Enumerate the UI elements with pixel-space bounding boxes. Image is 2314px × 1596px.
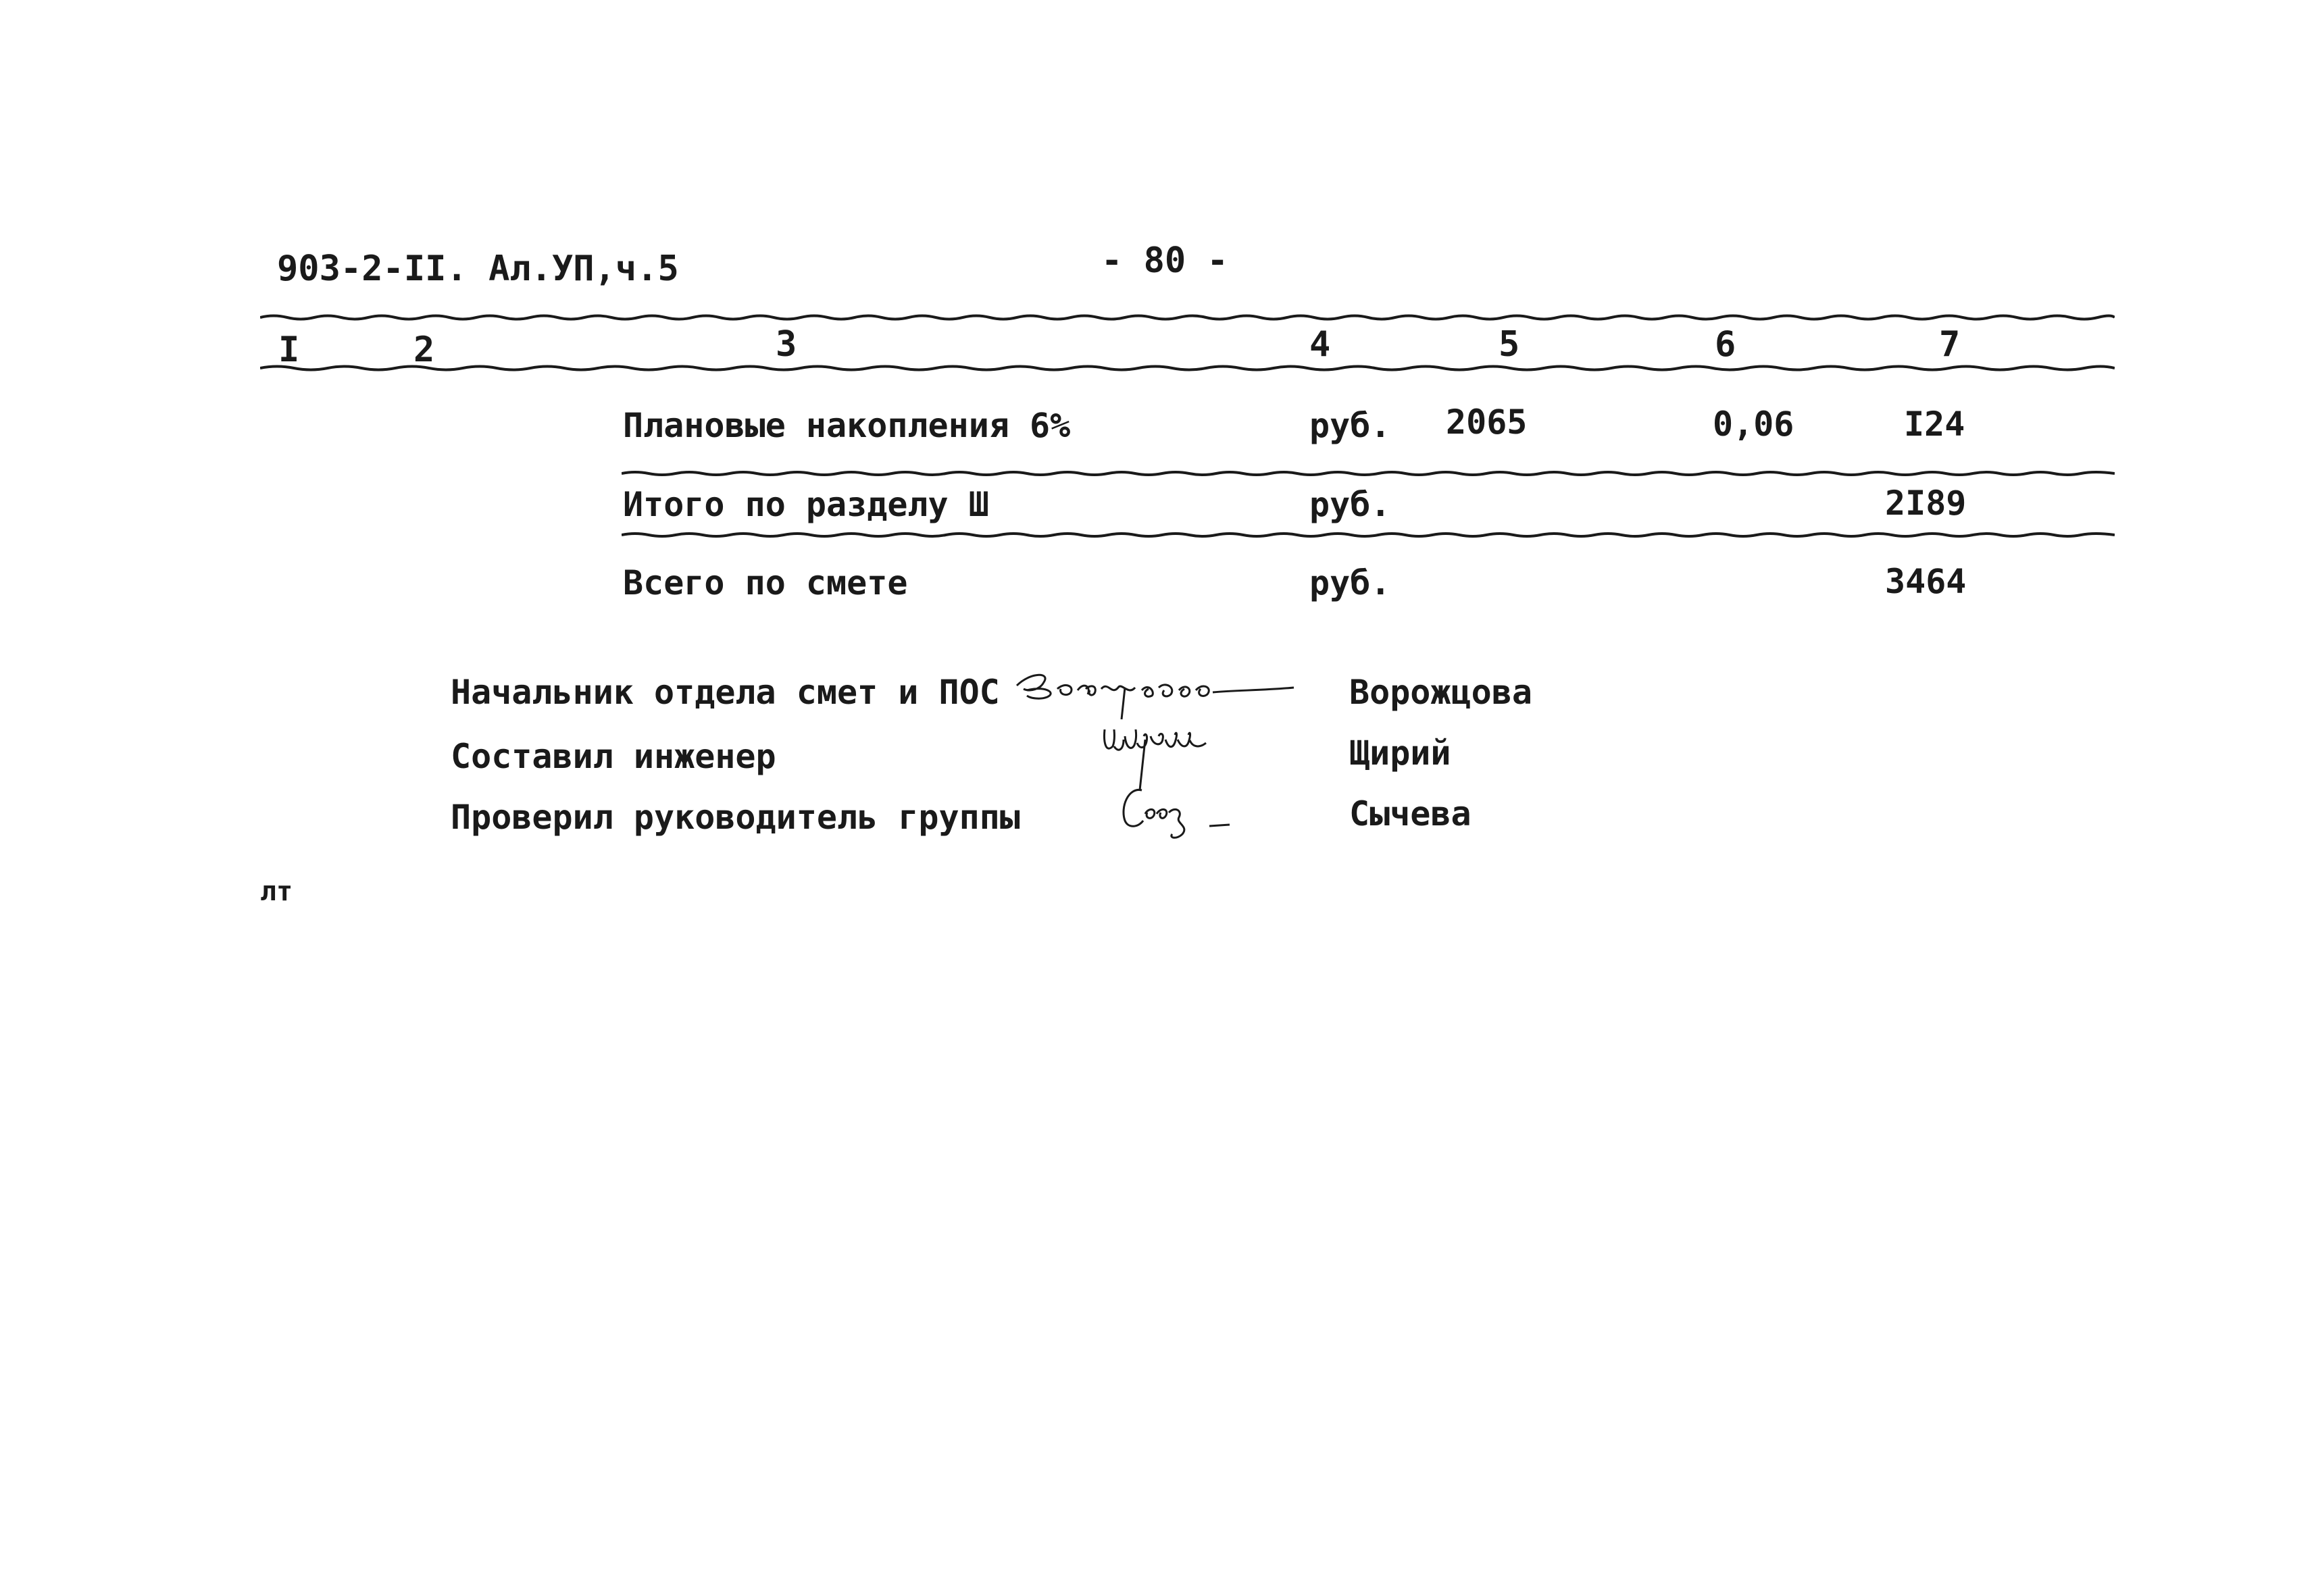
column-header-4: 4 [1309, 324, 1331, 365]
row-divider [622, 469, 2115, 478]
signature-role: Начальник отдела смет и ПОС [451, 673, 1000, 712]
row-col7: I24 [1904, 405, 1965, 444]
page-number: - 80 - [1101, 240, 1228, 281]
column-header-7: 7 [1939, 324, 1961, 365]
row-col7: 2I89 [1885, 484, 1967, 523]
row-name: Итого по разделу Ш [623, 485, 989, 524]
row-unit: руб. [1309, 485, 1391, 524]
column-header-5: 5 [1499, 324, 1520, 365]
signature-name: Щирий [1349, 733, 1451, 773]
signature-name: Сычева [1349, 794, 1472, 833]
signature-name: Ворожцова [1349, 673, 1532, 712]
signature-sycheva [1115, 773, 1250, 854]
header-bottom-rule [260, 363, 2115, 373]
row-col6: 0,06 [1713, 405, 1794, 444]
document-code: 903-2-II. Ал.УП,ч.5 [277, 249, 679, 289]
row-col7: 3464 [1885, 562, 1967, 601]
table-top-rule [260, 312, 2115, 321]
signature-role: Составил инженер [451, 737, 776, 776]
row-unit: руб. [1309, 406, 1391, 445]
column-header-2: 2 [413, 330, 435, 370]
row-name: Всего по смете [623, 563, 908, 602]
signature-role: Проверил руководитель группы [451, 798, 1020, 837]
row-col5: 2065 [1446, 403, 1528, 442]
footer-mark: лт [260, 876, 293, 907]
row-divider [622, 530, 2115, 540]
column-header-3: 3 [776, 324, 797, 365]
row-name: Плановые накопления 6% [623, 406, 1071, 445]
column-header-1: I [278, 330, 300, 370]
column-header-6: 6 [1715, 324, 1736, 365]
row-unit: руб. [1309, 563, 1391, 602]
